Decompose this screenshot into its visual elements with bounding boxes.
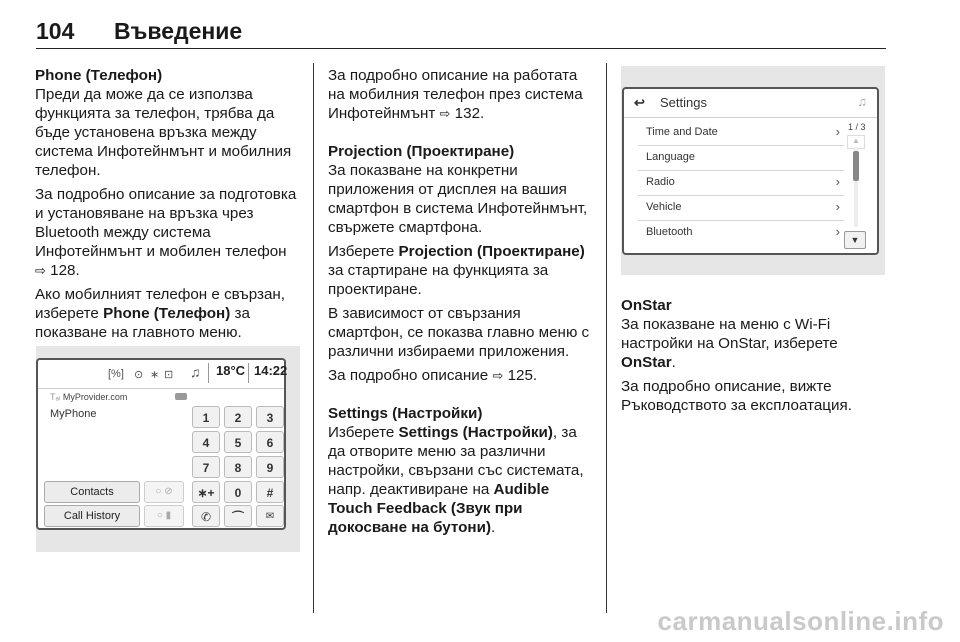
scrollbar-thumb[interactable]: [853, 151, 859, 181]
clock: 14:22: [254, 363, 288, 378]
paragraph: За подробно описание за подготовка и установяване на връзка чрез Bluetooth между система Инфотейнмънт и мобилен телефон ⇨ 128.: [35, 186, 297, 279]
section-heading-projection: Projection (Проектиране): [328, 143, 515, 160]
keypad-key-1[interactable]: 1: [192, 406, 220, 428]
page-ref-arrow-icon: ⇨: [492, 368, 504, 383]
status-bar: [38, 360, 288, 389]
paragraph: Изберете Settings (Настройки), за да отворите меню за различни настройки, свързани със системата, напр. деактивиране на Audible Touch Feedback (Звук при докосване на бутони).: [328, 424, 584, 536]
keypad-key-9[interactable]: 9: [256, 456, 284, 478]
page-indicator: 1 / 3: [848, 122, 866, 132]
paragraph: В зависимост от свързания смартфон, се показва главно меню с различни избираеми приложения.: [328, 305, 590, 360]
status-icon: ⊡: [164, 369, 174, 381]
ui-term: Audible Touch Feedback (Звук при докосване на бутони): [328, 481, 550, 536]
phone-screen-frame: [36, 358, 286, 530]
page-reference[interactable]: 125.: [507, 367, 538, 384]
keypad-key-6[interactable]: 6: [256, 431, 284, 453]
settings-item-radio[interactable]: Radio ›: [638, 170, 844, 196]
settings-screen-illustration: [621, 66, 885, 275]
voicemail-icon[interactable]: ✉: [256, 505, 284, 527]
column-divider: [313, 63, 314, 613]
settings-item-time-and-date[interactable]: Time and Date ›: [638, 120, 844, 146]
section-heading-settings: Settings (Настройки): [328, 405, 483, 422]
ui-term: Projection (Проектиране): [398, 243, 585, 260]
ui-term: OnStar: [621, 354, 672, 371]
keypad-key-2[interactable]: 2: [224, 406, 252, 428]
settings-item-language[interactable]: Language: [638, 145, 844, 171]
paragraph: Преди да може да се използва функцията за телефон, трябва да бъде установена връзка между система Инфотейнмънт и мобилния телефон.: [35, 86, 292, 179]
page-header: [36, 14, 886, 49]
scroll-down-icon[interactable]: ▼: [844, 231, 866, 249]
back-arrow-icon[interactable]: ↩: [634, 95, 645, 110]
divider: [208, 363, 209, 383]
paragraph: За подробно описание на работата на мобилния телефон през система Инфотейнмънт ⇨ 132.: [328, 67, 583, 122]
page-ref-arrow-icon: ⇨: [439, 106, 451, 121]
phone-screen-illustration: [36, 346, 300, 552]
settings-header: [624, 89, 877, 118]
paragraph: За показване на конкретни приложения от дисплея на вашия смартфон в система Инфотейнмънт, свържете смартфона.: [328, 162, 588, 236]
paragraph: За показване на меню с Wi-Fi настройки на OnStar, изберете OnStar.: [621, 316, 838, 371]
music-note-icon: ♫: [190, 364, 201, 380]
settings-title: Settings: [660, 95, 707, 110]
page-reference[interactable]: 128.: [50, 262, 80, 279]
keypad-key-0[interactable]: 0: [224, 481, 252, 503]
chevron-right-icon: ›: [835, 124, 840, 139]
contacts-button[interactable]: Contacts: [44, 481, 140, 503]
hang-up-icon[interactable]: ⌒: [224, 505, 252, 527]
call-icon[interactable]: ✆: [192, 505, 220, 527]
keypad-key-star-plus[interactable]: ∗+: [192, 481, 220, 503]
handsfree-icon[interactable]: ○ ▮: [144, 505, 184, 527]
settings-item-bluetooth[interactable]: Bluetooth ›: [646, 224, 840, 239]
chevron-right-icon: ›: [835, 224, 840, 239]
keypad-key-4[interactable]: 4: [192, 431, 220, 453]
page-ref-arrow-icon: ⇨: [35, 263, 46, 278]
settings-item-vehicle[interactable]: Vehicle ›: [638, 195, 844, 221]
status-icon: ⊙: [134, 369, 144, 381]
temperature: 18°C: [216, 363, 246, 378]
paragraph: Ако мобилният телефон е свързан, изберете Phone (Телефон) за показване на главното меню.: [35, 286, 286, 341]
watermark: carmanualsonline.info: [657, 606, 944, 636]
paragraph: За подробно описание, вижте Ръководството за експлоатация.: [621, 378, 852, 414]
keypad-key-7[interactable]: 7: [192, 456, 220, 478]
paragraph: За подробно описание ⇨ 125.: [328, 367, 538, 384]
ui-term: Settings (Настройки): [398, 424, 553, 441]
column-middle: [328, 66, 596, 542]
chevron-right-icon: ›: [835, 174, 840, 189]
page-title: Въведение: [114, 18, 243, 44]
page-number: 104: [36, 18, 75, 44]
section-heading-onstar: OnStar: [621, 297, 672, 314]
scroll-up-icon[interactable]: ▲: [847, 135, 865, 149]
status-icon: [%]: [108, 368, 124, 380]
paragraph: Изберете Projection (Проектиране) за стартиране на функцията за проектиране.: [328, 243, 585, 298]
music-note-icon: ♫: [857, 94, 867, 109]
keypad-key-8[interactable]: 8: [224, 456, 252, 478]
mute-microphone-icon[interactable]: ○ ⊘: [144, 481, 184, 503]
column-right: [621, 296, 891, 420]
bluetooth-icon: ∗: [150, 369, 160, 381]
divider: [248, 363, 249, 383]
chevron-right-icon: ›: [835, 199, 840, 214]
page-reference[interactable]: 132.: [454, 105, 485, 122]
battery-icon: [175, 393, 187, 400]
section-heading-phone: Phone (Телефон): [35, 67, 163, 84]
ui-term: Phone (Телефон): [103, 305, 231, 322]
keypad-key-3[interactable]: 3: [256, 406, 284, 428]
column-left: [35, 66, 300, 347]
signal-icon: Tₐₗ: [50, 392, 63, 402]
call-history-button[interactable]: Call History: [44, 505, 140, 527]
keypad-key-hash[interactable]: #: [256, 481, 284, 503]
column-divider: [606, 63, 607, 613]
phone-name: MyPhone: [50, 408, 97, 420]
settings-screen-frame: [622, 87, 879, 255]
provider-name: Tₐₗ MyProvider.com: [50, 392, 128, 402]
keypad-key-5[interactable]: 5: [224, 431, 252, 453]
